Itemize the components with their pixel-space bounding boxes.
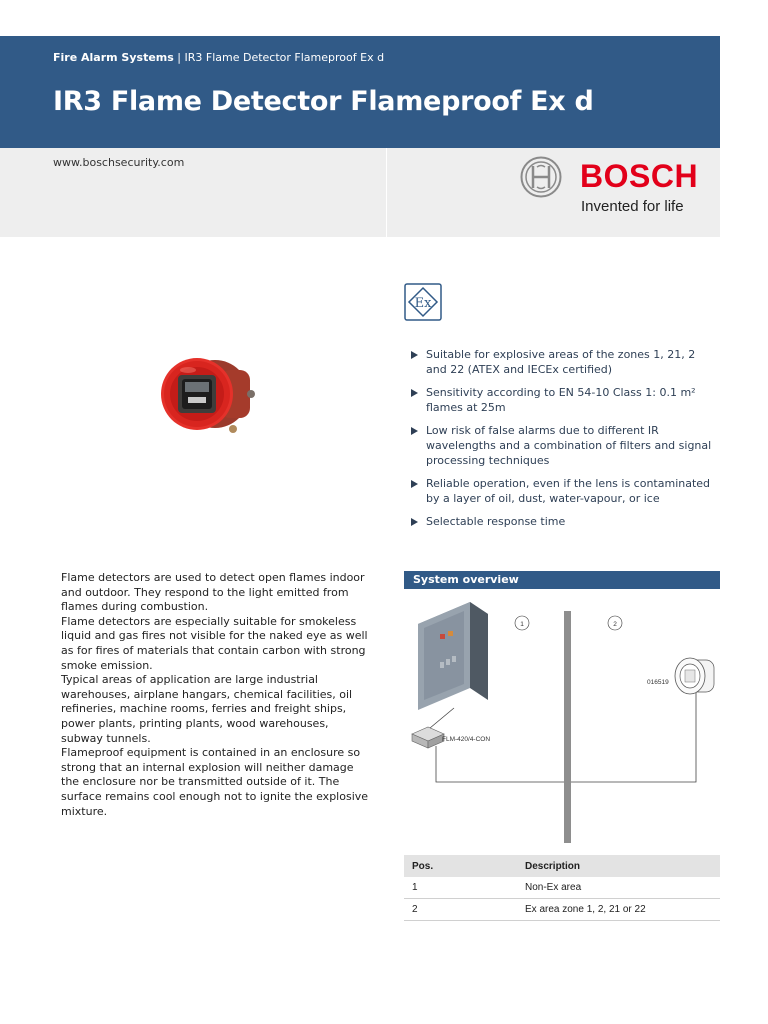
table-cell-pos: 1 xyxy=(404,877,517,899)
ex-certification-icon xyxy=(404,283,442,321)
breadcrumb-category: Fire Alarm Systems xyxy=(53,51,174,64)
website-link[interactable]: www.boschsecurity.com xyxy=(53,156,185,169)
system-overview-heading: System overview xyxy=(404,571,720,589)
table-cell-description: Non-Ex area xyxy=(517,877,720,899)
brand-band-divider xyxy=(386,148,387,237)
table-cell-pos: 2 xyxy=(404,899,517,921)
column-header-pos: Pos. xyxy=(404,855,517,877)
description-paragraph: Flame detectors are used to detect open flames indoor and outdoor. They respond to the light emitted from flames during combustion. xyxy=(61,571,365,614)
breadcrumb xyxy=(53,51,384,64)
page-title: IR3 Flame Detector Flameproof Ex d xyxy=(53,86,594,117)
bosch-emblem-icon xyxy=(520,156,562,198)
description-paragraph: Flameproof equipment is contained in an enclosure so strong that an internal explosion will neither damage the enclosure nor be transmitted outside of it. The surface remains cool enough not to ignite the explosive mixture. xyxy=(61,746,369,818)
description-text xyxy=(61,571,373,819)
module-label: FLM-420/4-CON xyxy=(442,736,491,743)
zone-1-marker: 1 xyxy=(520,621,524,628)
breadcrumb-product: IR3 Flame Detector Flameproof Ex d xyxy=(184,51,385,64)
position-table xyxy=(404,855,720,921)
brand-tagline: Invented for life xyxy=(581,198,684,215)
column-header-description: Description xyxy=(517,855,720,877)
system-overview-diagram xyxy=(404,596,720,846)
breadcrumb-separator: | xyxy=(173,51,185,64)
interface-module xyxy=(412,727,444,748)
table-row xyxy=(404,899,720,921)
flame-detector-drawing xyxy=(675,658,714,694)
feature-item: Selectable response time xyxy=(411,514,716,529)
ex-badge-label: Ex xyxy=(414,296,432,311)
bosch-logo: BOSCH xyxy=(580,158,699,194)
table-row xyxy=(404,877,720,899)
feature-item: Sensitivity according to EN 54-10 Class 1: 0.1 m² flames at 25m xyxy=(411,385,716,415)
flame-detector-image xyxy=(160,350,260,435)
feature-item: Suitable for explosive areas of the zones 1, 21, 2 and 22 (ATEX and IECEx certified) xyxy=(411,347,716,377)
feature-item: Low risk of false alarms due to different IR wavelengths and a combination of filters and signal processing techniques xyxy=(411,423,716,468)
description-paragraph: Flame detectors are especially suitable for smokeless liquid and gas fires not visible for the naked eye as well as for fires of materials that contain carbon with strong smoke emission. xyxy=(61,614,368,672)
fire-panel xyxy=(418,602,488,710)
table-header-row xyxy=(404,855,720,877)
description-paragraph: Typical areas of application are large industrial warehouses, airplane hangars, chemical facilities, oil refineries, machine rooms, ferries and freight ships, power plants, printing plants, wood warehouses, subway tunnels. xyxy=(61,673,353,745)
detector-label: 016519 xyxy=(647,679,669,686)
feature-item: Reliable operation, even if the lens is contaminated by a layer of oil, dust, water-vapour, or ice xyxy=(411,476,716,506)
feature-list xyxy=(411,347,716,537)
zone-2-marker: 2 xyxy=(613,621,617,628)
table-cell-description: Ex area zone 1, 2, 21 or 22 xyxy=(517,899,720,921)
